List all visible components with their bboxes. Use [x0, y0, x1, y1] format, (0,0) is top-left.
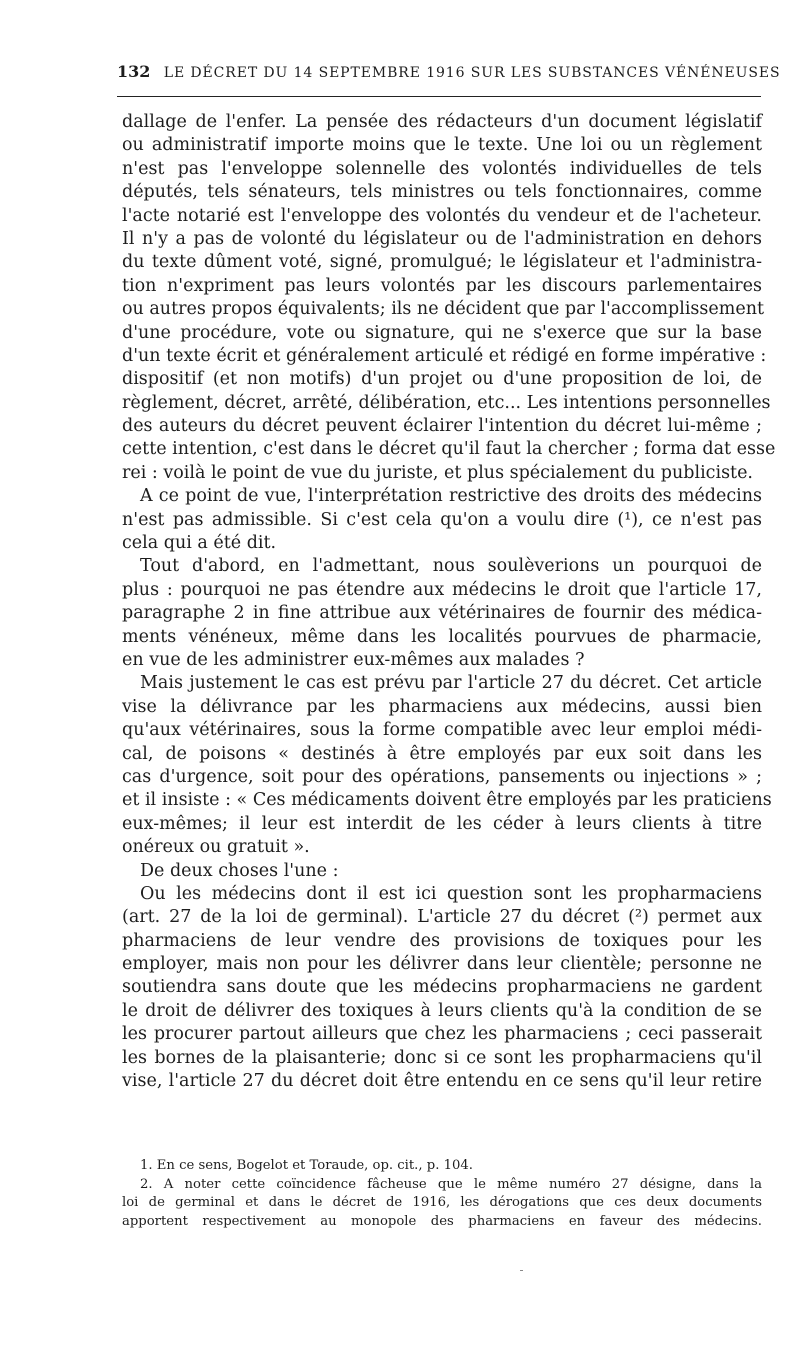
text-line: députés, tels sénateurs, tels ministres ou tels fonctionnaires, comme — [122, 182, 762, 203]
header-rule — [117, 96, 761, 97]
text-line: dispositif (et non motifs) d'un projet ou d'une proposition de loi, de — [122, 369, 762, 390]
text-line: d'un texte écrit et généralement articulé et rédigé en forme impérative : — [122, 345, 767, 366]
text-line: l'acte notarié est l'enveloppe des volontés du vendeur et de l'acheteur. — [122, 205, 762, 226]
text-line: le droit de délivrer des toxiques à leurs clients qu'à la condition de se — [122, 1000, 762, 1021]
text-line: les procurer partout ailleurs que chez les pharmaciens ; ceci passerait — [122, 1024, 762, 1045]
text-line: cela qui a été dit. — [122, 533, 277, 554]
text-line: tion n'expriment pas leurs volontés par les discours parlementaires — [122, 275, 762, 296]
running-header — [117, 62, 781, 88]
text-line: pharmaciens de leur vendre des provisions de toxiques pour les — [122, 930, 762, 951]
running-title: LE DÉCRET DU 14 SEPTEMBRE 1916 SUR LES SUBSTANCES VÉNÉNEUSES — [163, 65, 781, 81]
text-line: du texte dûment voté, signé, promulgué; le législateur et l'administra- — [122, 252, 762, 273]
text-line: soutiendra sans doute que les médecins propharmaciens ne gardent — [122, 977, 762, 998]
text-line: Tout d'abord, en l'admettant, nous soulèverions un pourquoi de — [140, 556, 762, 577]
text-line: plus : pourquoi ne pas étendre aux médecins le droit que l'article 17, — [122, 579, 762, 600]
footnote-line: 2. A noter cette coïncidence fâcheuse que le même numéro 27 désigne, dans la — [140, 1176, 762, 1192]
text-line: vise, l'article 27 du décret doit être entendu en ce sens qu'il leur retire — [122, 1071, 762, 1092]
footnote-line: loi de germinal et dans le décret de 1916, les dérogations que ces deux documents — [122, 1195, 762, 1211]
text-line: dallage de l'enfer. La pensée des rédacteurs d'un document législatif — [122, 112, 762, 132]
text-line: et il insiste : « Ces médicaments doivent être employés par les praticiens — [122, 790, 772, 811]
footnotes — [122, 1157, 762, 1231]
text-line: les bornes de la plaisanterie; donc si ce sont les propharmaciens qu'il — [122, 1047, 762, 1068]
footnote-line: apportent respectivement au monopole des pharmaciens en faveur des médecins. — [122, 1213, 762, 1229]
text-line: qu'aux vétérinaires, sous la forme compatible avec leur emploi médi- — [122, 720, 762, 741]
text-line: Ou les médecins dont il est ici question sont les propharmaciens — [140, 883, 762, 904]
text-line: Il n'y a pas de volonté du législateur ou de l'administration en dehors — [122, 228, 762, 249]
text-line: De deux choses l'une : — [140, 860, 339, 881]
text-line: employer, mais non pour les délivrer dans leur clientèle; personne ne — [122, 954, 762, 975]
page-number: 132 — [117, 62, 151, 81]
text-line: en vue de les administrer eux-mêmes aux malades ? — [122, 649, 585, 670]
text-line: cette intention, c'est dans le décret qu'il faut la chercher ; forma dat esse — [122, 439, 776, 460]
footnote-line: 1. En ce sens, Bogelot et Toraude, op. cit., p. 104. — [140, 1158, 473, 1173]
text-line: cas d'urgence, soit pour des opérations, pansements ou injections » ; — [122, 766, 762, 787]
text-line: vise la délivrance par les pharmaciens aux médecins, aussi bien — [122, 696, 762, 717]
text-line: règlement, décret, arrêté, délibération, etc... Les intentions personnelles — [122, 392, 771, 413]
text-line: onéreux ou gratuit ». — [122, 837, 310, 858]
text-line: n'est pas l'enveloppe solennelle des volontés individuelles de tels — [122, 158, 762, 179]
text-line: A ce point de vue, l'interprétation restrictive des droits des médecins — [140, 486, 762, 507]
text-line: rei : voilà le point de vue du juriste, et plus spécialement du publiciste. — [122, 462, 753, 483]
text-line: n'est pas admissible. Si c'est cela qu'on a voulu dire (¹), ce n'est pas — [122, 509, 762, 530]
text-line: paragraphe 2 in fine attribue aux vétérinaires de fournir des médica- — [122, 603, 762, 624]
text-line: d'une procédure, vote ou signature, qui ne s'exerce que sur la base — [122, 322, 762, 343]
text-line: eux-mêmes; il leur est interdit de les céder à leurs clients à titre — [122, 813, 762, 834]
text-line: cal, de poisons « destinés à être employés par eux soit dans les — [122, 743, 762, 764]
page-speck — [520, 1270, 523, 1271]
text-line: ments vénéneux, même dans les localités pourvues de pharmacie, — [122, 626, 762, 647]
text-line: Mais justement le cas est prévu par l'article 27 du décret. Cet article — [140, 673, 762, 694]
body-text — [122, 111, 776, 1093]
text-line: ou autres propos équivalents; ils ne décident que par l'accomplissement — [122, 299, 765, 320]
text-line: ou administratif importe moins que le texte. Une loi ou un règlement — [122, 135, 762, 156]
text-line: (art. 27 de la loi de germinal). L'article 27 du décret (²) permet aux — [122, 907, 762, 928]
text-line: des auteurs du décret peuvent éclairer l'intention du décret lui-même ; — [122, 416, 762, 437]
